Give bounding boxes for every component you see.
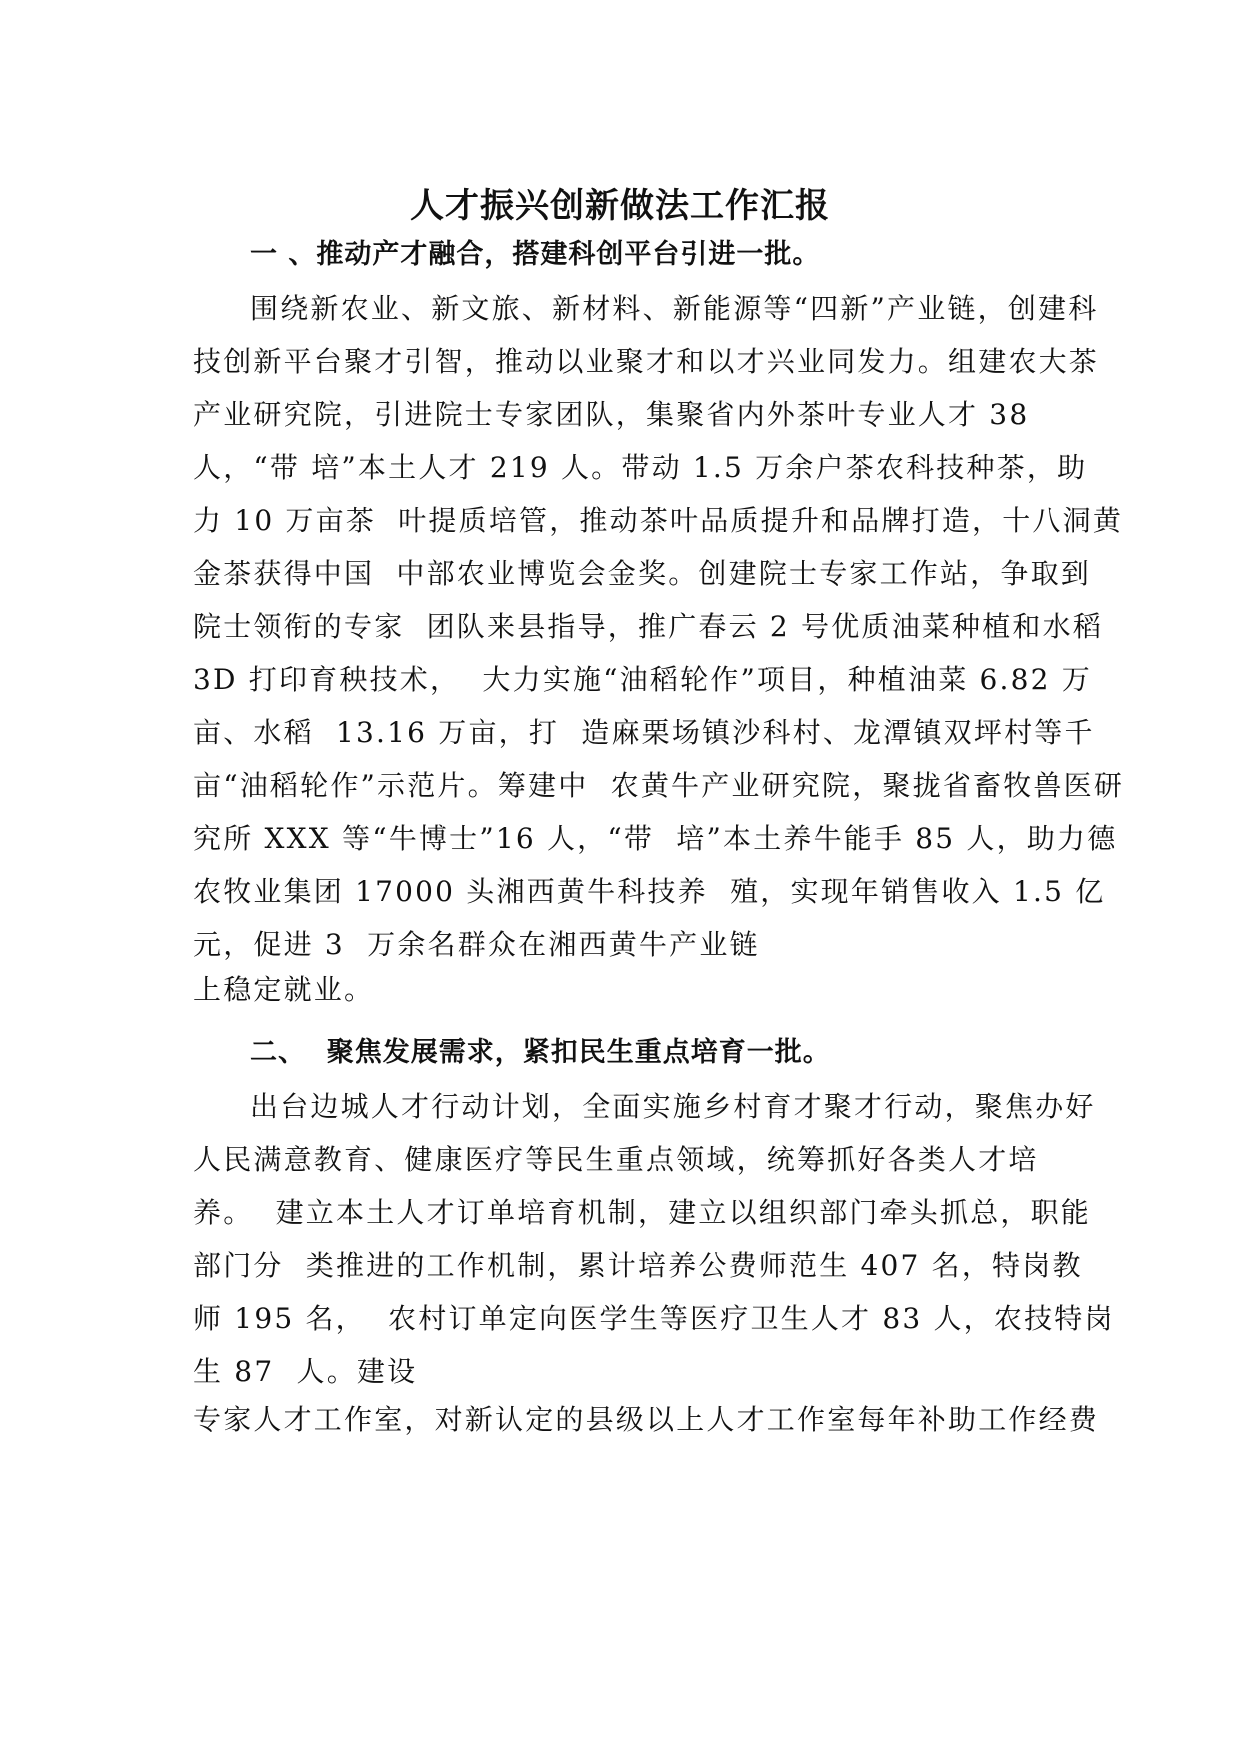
paragraph-line: 养。 建立本土人才订单培育机制，建立以组织部门牵头抓总，职能 bbox=[193, 1196, 1092, 1229]
paragraph-line: 人，“带 培”本土人才 219 人。带动 1.5 万余户茶农科技种茶，助 bbox=[193, 451, 1088, 484]
section-heading-1: 一 、推动产才融合，搭建科创平台引进一批。 bbox=[250, 239, 821, 270]
paragraph-line: 部门分 类推进的工作机制，累计培养公费师范生 407 名，特岗教 bbox=[193, 1249, 1083, 1282]
paragraph-line: 3D 打印育秧技术， 大力实施“油稻轮作”项目，种植油菜 6.82 万 bbox=[193, 663, 1092, 696]
paragraph-line: 生 87 人。建设 bbox=[193, 1355, 418, 1388]
paragraph-line: 出台边城人才行动计划，全面实施乡村育才聚才行动，聚焦办好 bbox=[250, 1090, 1096, 1123]
paragraph-line: 力 10 万亩茶 叶提质培管，推动茶叶品质提升和品牌打造，十八洞黄 bbox=[193, 504, 1124, 537]
paragraph-line: 元，促进 3 万余名群众在湘西黄牛产业链 bbox=[193, 928, 760, 961]
paragraph-line: 院士领衔的专家 团队来县指导，推广春云 2 号优质油菜种植和水稻 bbox=[193, 610, 1104, 643]
paragraph-line: 金茶获得中国 中部农业博览会金奖。创建院士专家工作站，争取到 bbox=[193, 557, 1092, 590]
paragraph-line: 产业研究院，引进院士专家团队，集聚省内外茶叶专业人才 38 bbox=[193, 398, 1030, 431]
paragraph-line: 技创新平台聚才引智，推动以业聚才和以才兴业同发力。组建农大茶 bbox=[193, 345, 1100, 378]
paragraph-line: 围绕新农业、新文旅、新材料、新能源等“四新”产业链，创建科 bbox=[250, 292, 1099, 325]
paragraph-line: 究所 XXX 等“牛博士”16 人，“带 培”本土养牛能手 85 人，助力德 bbox=[193, 822, 1118, 855]
section-heading-2: 二、 聚焦发展需求，紧扣民生重点培育一批。 bbox=[250, 1037, 831, 1068]
paragraph-line: 专家人才工作室，对新认定的县级以上人才工作室每年补助工作经费 bbox=[193, 1403, 1100, 1436]
document-title: 人才振兴创新做法工作汇报 bbox=[410, 186, 830, 226]
paragraph-line: 亩、水稻 13.16 万亩，打 造麻栗场镇沙科村、龙潭镇双坪村等千 bbox=[193, 716, 1095, 749]
paragraph-line: 农牧业集团 17000 头湘西黄牛科技养 殖，实现年销售收入 1.5 亿 bbox=[193, 875, 1106, 908]
paragraph-line: 师 195 名， 农村订单定向医学生等医疗卫生人才 83 人，农技特岗 bbox=[193, 1302, 1115, 1335]
paragraph-line: 亩“油稻轮作”示范片。筹建中 农黄牛产业研究院，聚拢省畜牧兽医研 bbox=[193, 769, 1125, 802]
paragraph-line: 人民满意教育、健康医疗等民生重点领域，统筹抓好各类人才培 bbox=[193, 1143, 1039, 1176]
paragraph-line: 上稳定就业。 bbox=[193, 973, 375, 1006]
